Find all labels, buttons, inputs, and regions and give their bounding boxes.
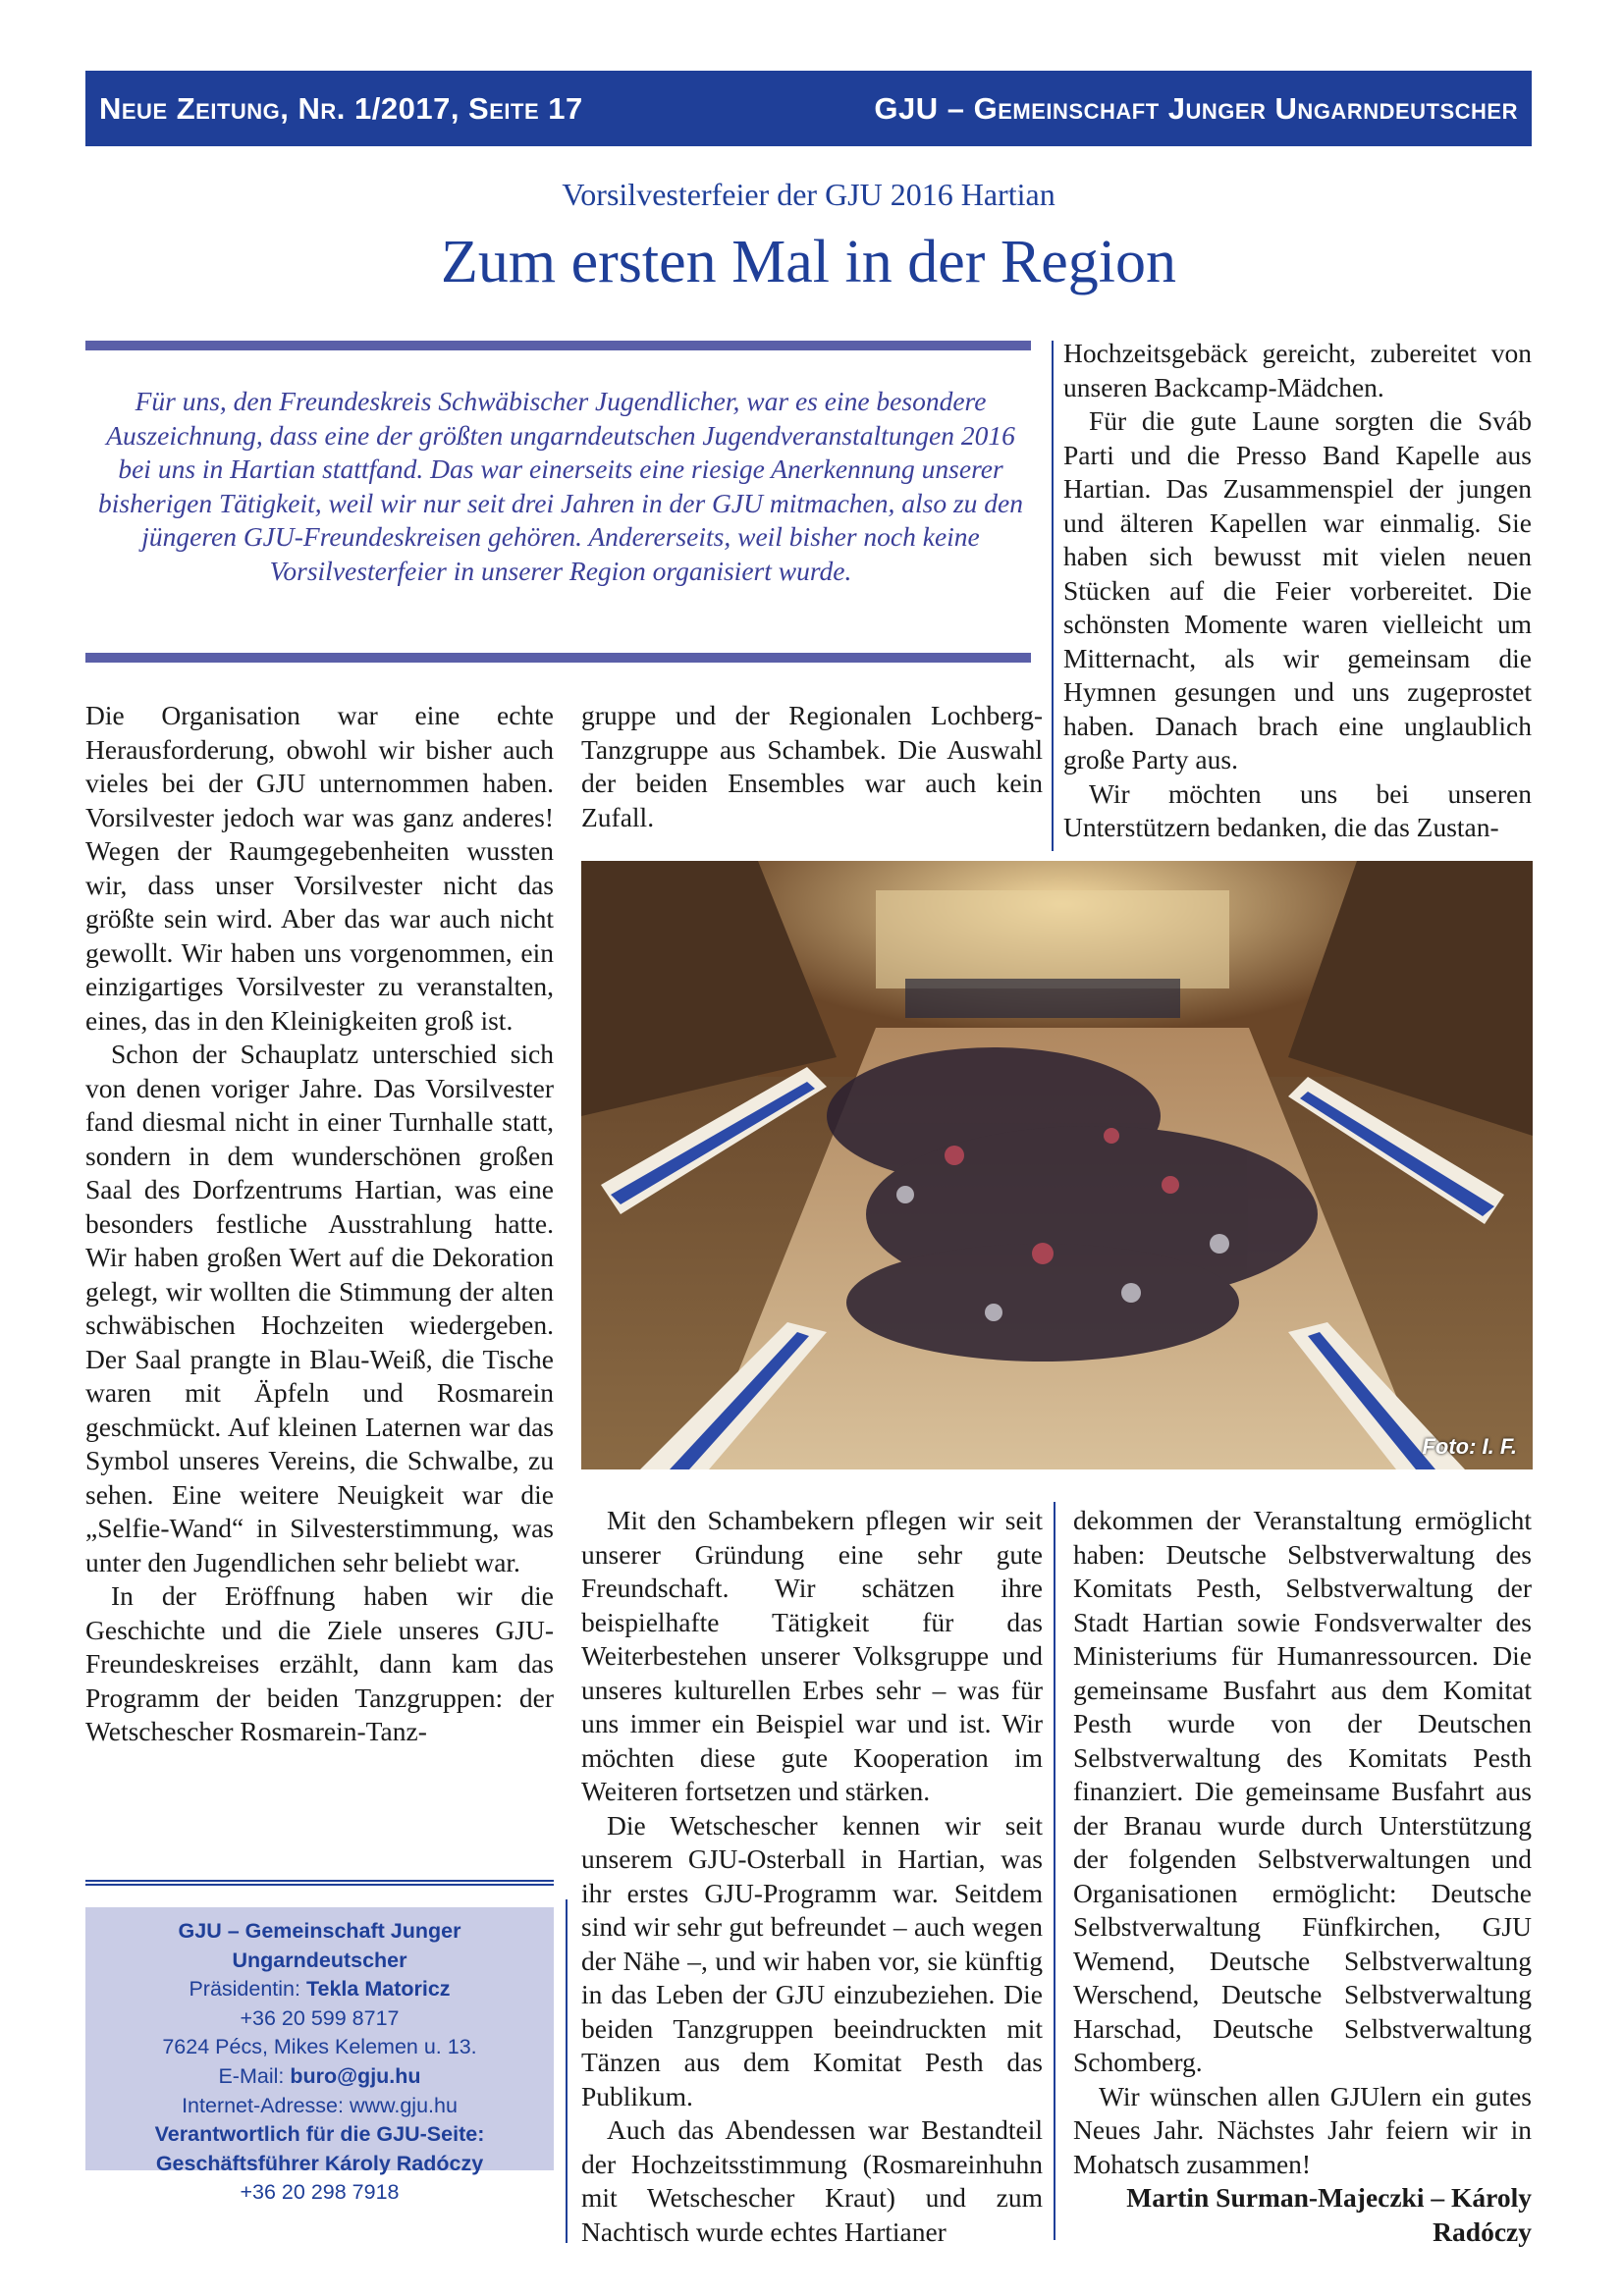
column-2-top xyxy=(581,699,1043,834)
column-3-top xyxy=(1063,337,1532,845)
paragraph: dekommen der Veranstaltung ermöglicht haben: Deutsche Selbstverwaltung des Komitats Pesth, Selbstverwaltung der Stadt Hartian sowie Fondsverwalter des Ministeriums für Humanressourcen. Die gemeinsame Busfahrt aus dem Komitat Pesth wurde von der Deutschen Selbstverwaltung des Komitats Pesth finanziert. Die gemeinsame Busfahrt aus der Branau wurde durch Unterstützung der folgenden Selbstverwaltungen und Organisationen ermöglicht: Deutsche Selbstverwaltung Fünfkirchen, GJU Wemend, Deutsche Selbstverwaltung Werschend, Deutsche Selbstverwaltung Harschad, Deutsche Selbstverwaltung Schomberg. xyxy=(1073,1505,1532,2077)
responsible-line1: Verantwortlich für die GJU-Seite: xyxy=(154,2122,485,2147)
column-divider xyxy=(1052,341,1054,851)
president-line xyxy=(93,1975,546,2004)
photo-credit: Foto: I. F. xyxy=(1422,1434,1517,1459)
org-name-line2: Ungarndeutscher xyxy=(232,1948,407,1972)
phone-1: +36 20 599 8717 xyxy=(240,2005,400,2030)
postal-address: 7624 Pécs, Mikes Kelemen u. 13. xyxy=(162,2035,477,2059)
column-2-bottom xyxy=(581,1504,1043,2249)
article-kicker: Vorsilvesterfeier der GJU 2016 Hartian xyxy=(562,177,1055,212)
event-photo xyxy=(581,861,1533,1469)
email-link[interactable]: buro@gju.hu xyxy=(290,2063,421,2088)
column-divider xyxy=(1054,1502,1055,2240)
website-line: Internet-Adresse: www.gju.hu xyxy=(182,2093,458,2117)
president-label: Präsidentin: xyxy=(189,1977,306,2002)
column-divider xyxy=(566,1899,568,2243)
column-1 xyxy=(85,699,554,1749)
author-signature: Martin Surman-Majeczki – Károly Radóczy xyxy=(1126,2182,1532,2247)
org-name-line1: GJU – Gemeinschaft Junger xyxy=(178,1919,461,1943)
infobox-divider xyxy=(85,1880,554,1886)
paragraph: Mit den Schambekern pflegen wir seit unserer Gründung eine sehr gute Freundschaft. Wir schätzen ihre beispielhafte Tätigkeit für das Weiterbestehen unserer Volksgruppe und unseres kulturellen Erbes sehr – was für uns immer ein Beispiel war und ist. Wir möchten diese gute Kooperation im Weiteren fortsetzen und stärken. xyxy=(581,1505,1043,1806)
paragraph: Die Wetschescher kennen wir seit unserem GJU-Osterball in Hartian, was ihr erstes GJU-Programm war. Seitdem sind wir sehr gut befreundet – auch wegen der Nähe –, und wir haben vor, sie künftig in das Leben der GJU einzubeziehen. Die beiden Tanzgruppen beeindruckten mit Tänzen aus dem Komitat Pesth das Publikum. xyxy=(581,1809,1043,2111)
paragraph: Auch das Abendessen war Bestandteil der Hochzeitsstimmung (Rosmareinhuhn mit Wetschescher Kraut) und zum Nachtisch wurde echtes Hartianer xyxy=(581,2114,1043,2247)
dance-hall-photo xyxy=(581,861,1533,1469)
column-3-bottom xyxy=(1073,1504,1532,2249)
president-name: Tekla Matoricz xyxy=(305,1977,451,2002)
paragraph: gruppe und der Regionalen Lochberg-Tanzgruppe aus Schambek. Die Auswahl der beiden Ensembles war auch kein Zufall. xyxy=(581,700,1043,832)
email-label: E-Mail: xyxy=(218,2063,291,2088)
paragraph: Wir wünschen allen GJUlern ein gutes Neues Jahr. Nächstes Jahr feiern wir in Mohatsch zusammen! xyxy=(1073,2080,1532,2179)
section-title: GJU – Gemeinschaft Junger Ungarndeutscher xyxy=(874,90,1518,126)
issue-info: Neue Zeitung, Nr. 1/2017, Seite 17 xyxy=(99,90,583,126)
intro-top-rule xyxy=(85,341,1031,350)
article-headline: Zum ersten Mal in der Region xyxy=(441,229,1176,295)
phone-2: +36 20 298 7918 xyxy=(240,2180,400,2205)
paragraph: In der Eröffnung haben wir die Geschichte und die Ziele unseres GJU-Freundeskreises erzählt, dann kam das Programm der beiden Tanzgruppen: der Wetschescher Rosmarein-Tanz- xyxy=(85,1580,554,1746)
paragraph: Für die gute Laune sorgten die Sváb Parti und die Presso Band Kapelle aus Hartian. Das Zusammenspiel der jungen und älteren Kapellen war einmalig. Sie haben sich bewusst mit vielen neuen Stücken auf die Feier vorbereitet. Die schönsten Momente waren vielleicht um Mitternacht, als wir gemeinsam die Hymnen gesungen und uns zugeprostet haben. Danach brach eine unglaublich große Party aus. xyxy=(1063,405,1532,774)
gju-contact-box xyxy=(85,1907,554,2205)
paragraph: Schon der Schauplatz unterschied sich von denen voriger Jahre. Das Vorsilvester fand diesmal nicht in einer Turnhalle statt, sondern in dem wunderschönen großen Saal des Dorfzentrums Hartian, was eine besonders festliche Ausstrahlung hatte. Wir haben großen Wert auf die Dekoration gelegt, wir wollten die Stimmung der alten schwäbischen Hochzeiten wiedergeben. Der Saal prangte in Blau-Weiß, die Tische waren mit Äpfeln und Rosmarein geschmückt. Auf kleinen Laternen war das Symbol unseres Vereins, die Schwalbe, zu sehen. Eine weitere Neuigkeit war die „Selfie-Wand“ in Silvesterstimmung, was unter den Jugendlichen sehr beliebt war. xyxy=(85,1039,554,1577)
email-line xyxy=(93,2062,546,2092)
intro-bottom-rule xyxy=(85,653,1031,663)
responsible-line2: Geschäftsführer Károly Radóczy xyxy=(155,2151,484,2175)
page-header-bar xyxy=(85,71,1532,146)
article-intro: Für uns, den Freundeskreis Schwäbischer Jugendlicher, war es eine besondere Auszeichnung, dass eine der größten ungarndeutschen Jugendveranstaltungen 2016 bei uns in Hartian stattfand. Das war einerseits eine riesige Anerkennung unserer bisherigen Tätigkeit, weil wir nur seit drei Jahren in der GJU mitmachen, also zu den jüngeren GJU-Freundeskreisen gehören. Andererseits, weil bisher noch keine Vorsilvesterfeier in unserer Region organisiert wurde. xyxy=(97,386,1024,586)
paragraph: Die Organisation war eine echte Herausforderung, obwohl wir bisher auch vieles bei der GJU unternommen haben. Vorsilvester jedoch war was ganz anderes! Wegen der Raumgegebenheiten wussten wir, dass unser Vorsilvester nicht das größte sein wird. Aber das war auch nicht gewollt. Wir haben uns vorgenommen, ein einzigartiges Vorsilvester zu veranstalten, eines, das in den Kleinigkeiten groß ist. xyxy=(85,700,554,1036)
paragraph: Hochzeitsgebäck gereicht, zubereitet von unseren Backcamp-Mädchen. xyxy=(1063,338,1532,402)
paragraph: Wir möchten uns bei unseren Unterstützern bedanken, die das Zustan- xyxy=(1063,777,1532,842)
